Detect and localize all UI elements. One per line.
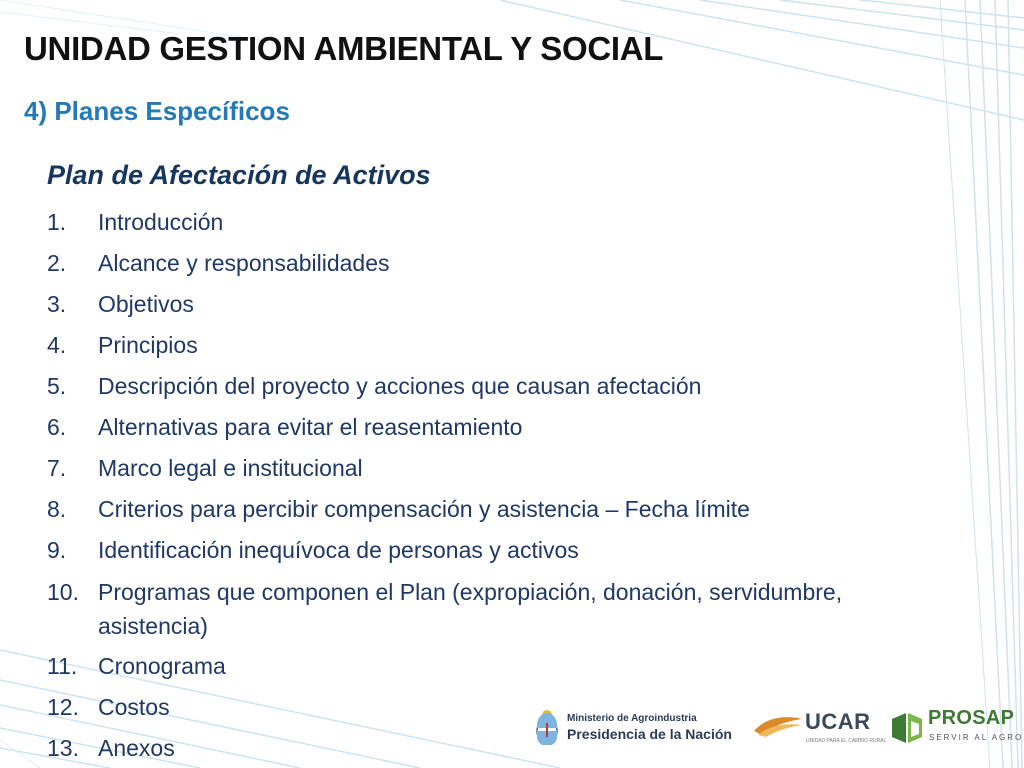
prosap-logo [892,707,1022,751]
list-item-text: Criterios para percibir compensación y asistencia – Fecha límite [98,496,750,522]
ministerio-name: Ministerio de Agroindustria [567,713,697,724]
list-item-text: Objetivos [98,291,194,317]
list-item [47,247,867,288]
list-item-number: 5. [47,373,67,399]
plan-contents-list [47,206,867,768]
list-item-text: Programas que componen el Plan (expropiación, donación, servidumbre, asistencia) [98,579,843,639]
prosap-logo-icon [892,713,922,743]
ucar-logo [752,709,887,749]
list-item [47,493,867,534]
list-item-text: Costos [98,694,170,720]
slide-title: UNIDAD GESTION AMBIENTAL Y SOCIAL [24,30,664,67]
slide-subtitle: 4) Planes Específicos [24,96,290,126]
list-item [47,575,867,650]
list-item-number: 2. [47,250,67,276]
argentina-coat-of-arms-icon [534,707,560,745]
list-item-text: Principios [98,332,198,358]
list-item-number: 11. [47,653,78,679]
list-item-number: 8. [47,496,67,522]
prosap-name: PROSAP [928,707,1015,729]
list-item [47,329,867,370]
list-item-number: 10. [47,579,79,605]
list-item-number: 6. [47,414,67,440]
list-item [47,452,867,493]
list-item-number: 4. [47,332,67,358]
list-item-text: Marco legal e institucional [98,455,363,481]
list-item [47,534,867,575]
list-item-number: 1. [47,209,67,235]
list-item-number: 3. [47,291,67,317]
ministerio-logo [534,707,734,751]
list-item-number: 9. [47,537,67,563]
list-item [47,411,867,452]
list-item [47,370,867,411]
list-item [47,206,867,247]
list-item-text: Alternativas para evitar el reasentamiento [98,414,523,440]
plan-heading: Plan de Afectación de Activos [47,160,431,190]
list-item-number: 7. [47,455,67,481]
list-item-text: Descripción del proyecto y acciones que causan afectación [98,373,702,399]
list-item-number: 13. [47,735,79,761]
ucar-name: UCAR [805,709,871,734]
footer-logos [530,703,1024,753]
ucar-tagline: UNIDAD PARA EL CAMBIO RURAL [806,738,887,744]
prosap-tagline: SERVIR AL AGRO [929,733,1024,742]
ucar-logo-icon [752,713,804,737]
list-item-text: Identificación inequívoca de personas y activos [98,537,579,563]
presidencia-name: Presidencia de la Nación [567,726,732,742]
list-item [47,288,867,329]
list-item-text: Cronograma [98,653,226,679]
list-item-text: Anexos [98,735,175,761]
list-item [47,650,867,691]
list-item-text: Introducción [98,209,224,235]
list-item-number: 12. [47,694,79,720]
list-item-text: Alcance y responsabilidades [98,250,390,276]
